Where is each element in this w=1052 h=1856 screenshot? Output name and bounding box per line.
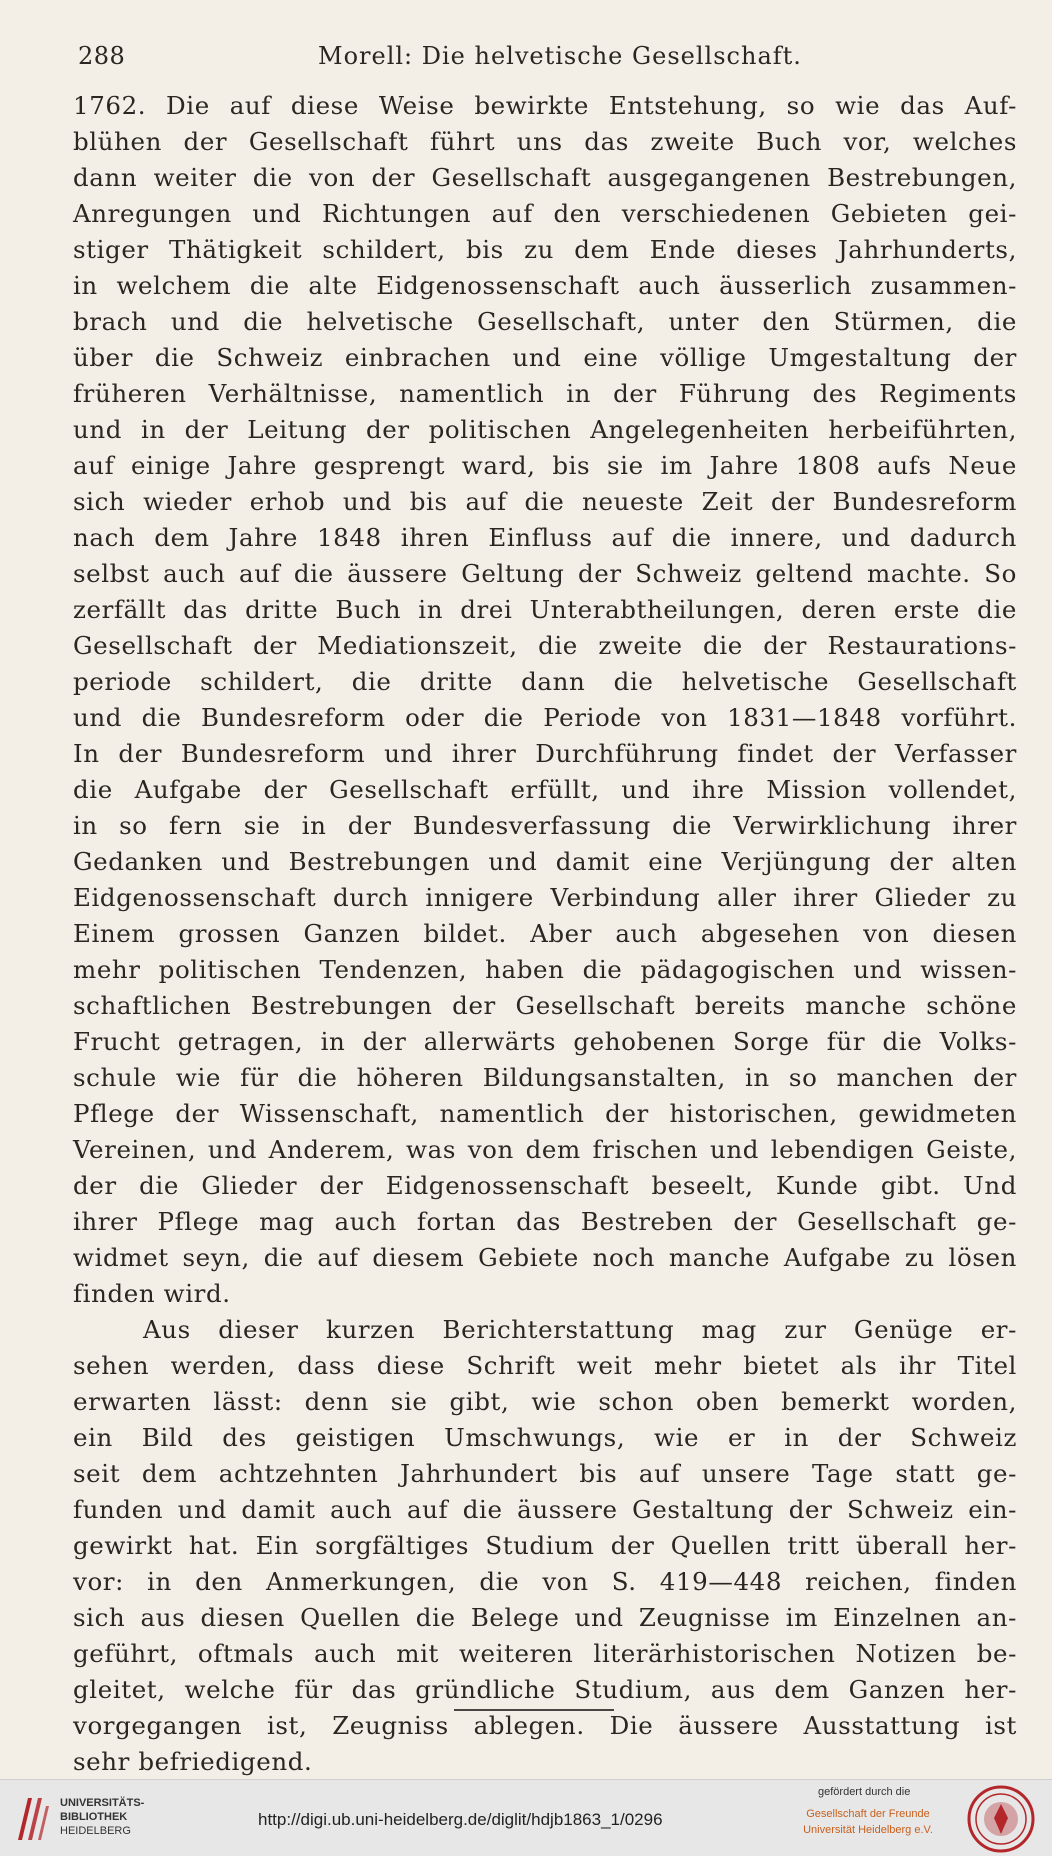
page-number: 288 bbox=[78, 42, 126, 70]
permalink[interactable]: http://digi.ub.uni-heidelberg.de/diglit/hdjb1863_1/0296 bbox=[258, 1810, 663, 1829]
text-line: früheren Verhältnisse, namentlich in der Führung des Regiments bbox=[73, 379, 1017, 408]
text-line: Eidgenossenschaft durch innigere Verbindung aller ihrer Glieder zu bbox=[73, 883, 1017, 912]
text-line: der die Glieder der Eidgenossenschaft beseelt, Kunde gibt. Und bbox=[73, 1171, 1017, 1200]
text-line: und die Bundesreform oder die Periode von 1831—1848 vorführt. bbox=[73, 703, 1017, 732]
text-line: seit dem achtzehnten Jahrhundert bis auf unsere Tage statt ge- bbox=[73, 1459, 1017, 1488]
funded-by-label: gefördert durch die bbox=[818, 1786, 911, 1798]
text-line: vorgegangen ist, Zeugniss ablegen. Die äussere Ausstattung ist bbox=[73, 1711, 1017, 1740]
text-line: Gedanken und Bestrebungen und damit eine Verjüngung der alten bbox=[73, 847, 1017, 876]
text-line: nach dem Jahre 1848 ihren Einfluss auf die innere, und dadurch bbox=[73, 523, 1017, 552]
running-title: Morell: Die helvetische Gesellschaft. bbox=[318, 42, 802, 70]
text-line: Vereinen, und Anderem, was von dem frischen und lebendigen Geiste, bbox=[73, 1135, 1017, 1164]
closing-rule bbox=[454, 1709, 614, 1711]
text-line: periode schildert, die dritte dann die helvetische Gesellschaft bbox=[73, 667, 1017, 696]
text-line: vor: in den Anmerkungen, die von S. 419—448 reichen, finden bbox=[73, 1567, 1017, 1596]
text-line: über die Schweiz einbrachen und eine völlige Umgestaltung der bbox=[73, 343, 1017, 372]
text-line: funden und damit auch auf die äussere Gestaltung der Schweiz ein- bbox=[73, 1495, 1017, 1524]
text-line: ihrer Pflege mag auch fortan das Bestreben der Gesellschaft ge- bbox=[73, 1207, 1017, 1236]
text-line: Anregungen und Richtungen auf den verschiedenen Gebieten gei- bbox=[73, 199, 1017, 228]
text-line: auf einige Jahre gesprengt ward, bis sie im Jahre 1808 aufs Neue bbox=[73, 451, 1017, 480]
text-line: geführt, oftmals auch mit weiteren literärhistorischen Notizen be- bbox=[73, 1639, 1017, 1668]
text-line: und in der Leitung der politischen Angelegenheiten herbeiführten, bbox=[73, 415, 1017, 444]
text-line: dann weiter die von der Gesellschaft ausgegangenen Bestrebungen, bbox=[73, 163, 1017, 192]
text-line: selbst auch auf die äussere Geltung der Schweiz geltend machte. So bbox=[73, 559, 1017, 588]
text-line: sich wieder erhob und bis auf die neueste Zeit der Bundesreform bbox=[73, 487, 1017, 516]
text-line: Gesellschaft der Mediationszeit, die zweite die der Restaurations- bbox=[73, 631, 1017, 660]
text-line: 1762. Die auf diese Weise bewirkte Entstehung, so wie das Auf- bbox=[73, 91, 1017, 120]
society-name: Gesellschaft der Freunde Universität Heidelberg e.V. bbox=[803, 1808, 933, 1836]
library-name: UNIVERSITÄTS- BIBLIOTHEK HEIDELBERG bbox=[60, 1797, 145, 1837]
text-line: mehr politischen Tendenzen, haben die pädagogischen und wissen- bbox=[73, 955, 1017, 984]
running-header bbox=[78, 42, 1016, 78]
text-line: stiger Thätigkeit schildert, bis zu dem Ende dieses Jahrhunderts, bbox=[73, 235, 1017, 264]
text-line: sehen werden, dass diese Schrift weit mehr bietet als ihr Titel bbox=[73, 1351, 1017, 1380]
text-line: gleitet, welche für das gründliche Studium, aus dem Ganzen her- bbox=[73, 1675, 1017, 1704]
university-seal-icon bbox=[966, 1784, 1036, 1854]
text-line: Pflege der Wissenschaft, namentlich der historischen, gewidmeten bbox=[73, 1099, 1017, 1128]
text-line: ein Bild des geistigen Umschwungs, wie er in der Schweiz bbox=[73, 1423, 1017, 1452]
text-line: in so fern sie in der Bundesverfassung die Verwirklichung ihrer bbox=[73, 811, 1017, 840]
text-line: zerfällt das dritte Buch in drei Unterabtheilungen, deren erste die bbox=[73, 595, 1017, 624]
text-line: sich aus diesen Quellen die Belege und Zeugnisse im Einzelnen an- bbox=[73, 1603, 1017, 1632]
text-line: finden wird. bbox=[73, 1279, 231, 1308]
text-line: schule wie für die höheren Bildungsanstalten, in so manchen der bbox=[73, 1063, 1017, 1092]
text-line: in welchem die alte Eidgenossenschaft auch äusserlich zusammen- bbox=[73, 271, 1017, 300]
text-line: brach und die helvetische Gesellschaft, unter den Stürmen, die bbox=[73, 307, 1017, 336]
text-line: die Aufgabe der Gesellschaft erfüllt, und ihre Mission vollendet, bbox=[73, 775, 1017, 804]
text-line: blühen der Gesellschaft führt uns das zweite Buch vor, welches bbox=[73, 127, 1017, 156]
text-line: Aus dieser kurzen Berichterstattung mag zur Genüge er- bbox=[143, 1315, 1017, 1344]
text-line: In der Bundesreform und ihrer Durchführung findet der Verfasser bbox=[73, 739, 1017, 768]
footer-bar bbox=[0, 1779, 1052, 1856]
text-line: Einem grossen Ganzen bildet. Aber auch abgesehen von diesen bbox=[73, 919, 1017, 948]
text-line: erwarten lässt: denn sie gibt, wie schon oben bemerkt worden, bbox=[73, 1387, 1017, 1416]
text-line: sehr befriedigend. bbox=[73, 1747, 313, 1776]
text-line: widmet seyn, die auf diesem Gebiete noch manche Aufgabe zu lösen bbox=[73, 1243, 1017, 1272]
text-line: schaftlichen Bestrebungen der Gesellschaft bereits manche schöne bbox=[73, 991, 1017, 1020]
university-library-logo-icon bbox=[12, 1790, 52, 1846]
text-line: Frucht getragen, in der allerwärts gehobenen Sorge für die Volks- bbox=[73, 1027, 1017, 1056]
text-line: gewirkt hat. Ein sorgfältiges Studium der Quellen tritt überall her- bbox=[73, 1531, 1017, 1560]
body-text bbox=[73, 88, 1017, 1780]
